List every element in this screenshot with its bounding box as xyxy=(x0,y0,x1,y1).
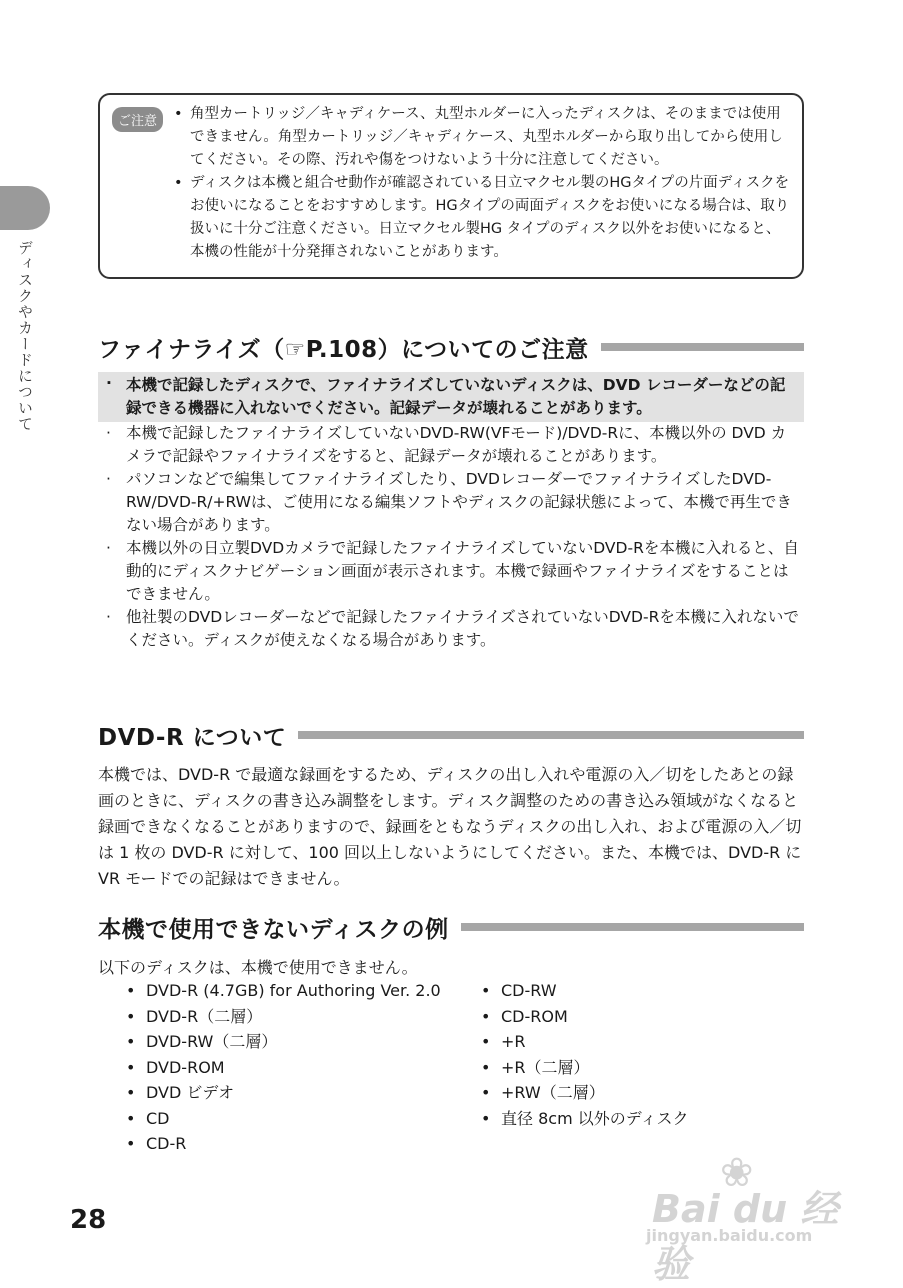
list-item: • CD-R xyxy=(122,1131,441,1157)
list-item: • +RW（二層） xyxy=(477,1080,688,1106)
finalize-note: · 本機で記録したファイナライズしていないDVD-RW(VFモード)/DVD-Rに、本機以外の DVD カメラで記録やファイナライズをすると、記録データが壊れることがあります。 xyxy=(98,422,804,468)
unusable-list-right xyxy=(477,978,688,1131)
list-item: • +R（二層） xyxy=(477,1055,688,1081)
list-item: • CD xyxy=(122,1106,441,1132)
caution-box xyxy=(98,93,804,279)
heading-dvdr-title: DVD-R について xyxy=(98,724,287,751)
list-item: • CD-RW xyxy=(477,978,688,1004)
list-item: • DVD-RW（二層） xyxy=(122,1029,441,1055)
list-item: • CD-ROM xyxy=(477,1004,688,1030)
unusable-intro: 以下のディスクは、本機で使用できません。 xyxy=(98,958,418,977)
caution-item: • ディスクは本機と組合せ動作が確認されている日立マクセル製のHGタイプの片面ディスクをお使いになることをおすすめします。HGタイプの両面ディスクをお使いになる場合は、取り扱いに十分ご注意ください。日立マクセル製HG タイプのディスク以外をお使いになると、本機の性能が十分発揮されないことがあります。 xyxy=(174,172,792,264)
list-item: • DVD-R (4.7GB) for Authoring Ver. 2.0 xyxy=(122,978,441,1004)
list-item: • +R xyxy=(477,1029,688,1055)
caution-badge: ご注意 xyxy=(112,107,163,132)
finalize-notes xyxy=(98,372,804,652)
finalize-note-important: · 本機で記録したディスクで、ファイナライズしていないディスクは、DVD レコーダーなどの記録できる機器に入れないでください。記録データが壊れることがあります。 xyxy=(98,372,804,422)
list-item: • DVD-R（二層） xyxy=(122,1004,441,1030)
chapter-tab xyxy=(0,186,50,230)
heading-rule xyxy=(601,343,804,351)
finalize-note: · パソコンなどで編集してファイナライズしたり、DVDレコーダーでファイナライズしたDVD-RW/DVD-R/+RWは、ご使用になる編集ソフトやディスクの記録状態によって、本機で再生できない場合があります。 xyxy=(98,468,804,537)
page-number: 28 xyxy=(70,1205,107,1235)
finalize-note: · 本機以外の日立製DVDカメラで記録したファイナライズしていないDVD-Rを本機に入れると、自動的にディスクナビゲーション画面が表示されます。本機で録画やファイナライズをすることはできません。 xyxy=(98,537,804,606)
baidu-watermark xyxy=(642,1150,862,1286)
caution-item: • 角型カートリッジ／キャディケース、丸型ホルダーに入ったディスクは、そのままでは使用できません。角型カートリッジ／キャディケース、丸型ホルダーから取り出してから使用してください。その際、汚れや傷をつけないよう十分に注意してください。 xyxy=(174,103,792,172)
heading-unusable-title: 本機で使用できないディスクの例 xyxy=(98,916,449,943)
heading-finalize-title: ファイナライズ（☞P.108）についてのご注意 xyxy=(98,336,589,363)
finalize-note: · 他社製のDVDレコーダーなどで記録したファイナライズされていないDVD-Rを本機に入れないでください。ディスクが使えなくなる場合があります。 xyxy=(98,606,804,652)
list-item: • DVD ビデオ xyxy=(122,1080,441,1106)
dvdr-paragraph: 本機では、DVD-R で最適な録画をするため、ディスクの出し入れや電源の入／切をしたあとの録画のときに、ディスクの書き込み調整をします。ディスク調整のための書き込み領域がなくなると録画できなくなることがありますので、録画をともなうディスクの出し入れ、および電源の入／切は 1 枚の DVD-R に対して、100 回以上しないようにしてください。また、本機では、DVD-R に VR モードでの記録はできません。 xyxy=(98,765,802,888)
paw-icon: ❀ xyxy=(720,1150,754,1196)
watermark-logo: Bai du 经验 xyxy=(652,1187,839,1286)
list-item: • DVD-ROM xyxy=(122,1055,441,1081)
heading-rule xyxy=(461,923,804,931)
section-heading-dvdr xyxy=(98,718,804,752)
unusable-list-left xyxy=(122,978,441,1157)
watermark-site: jingyan.baidu.com xyxy=(646,1226,813,1245)
list-item: • 直径 8cm 以外のディスク xyxy=(477,1106,688,1132)
section-heading-unusable xyxy=(98,910,804,944)
section-heading-finalize xyxy=(98,330,804,364)
chapter-label: ディスクやカードについて xyxy=(16,240,34,432)
heading-rule xyxy=(298,731,804,739)
